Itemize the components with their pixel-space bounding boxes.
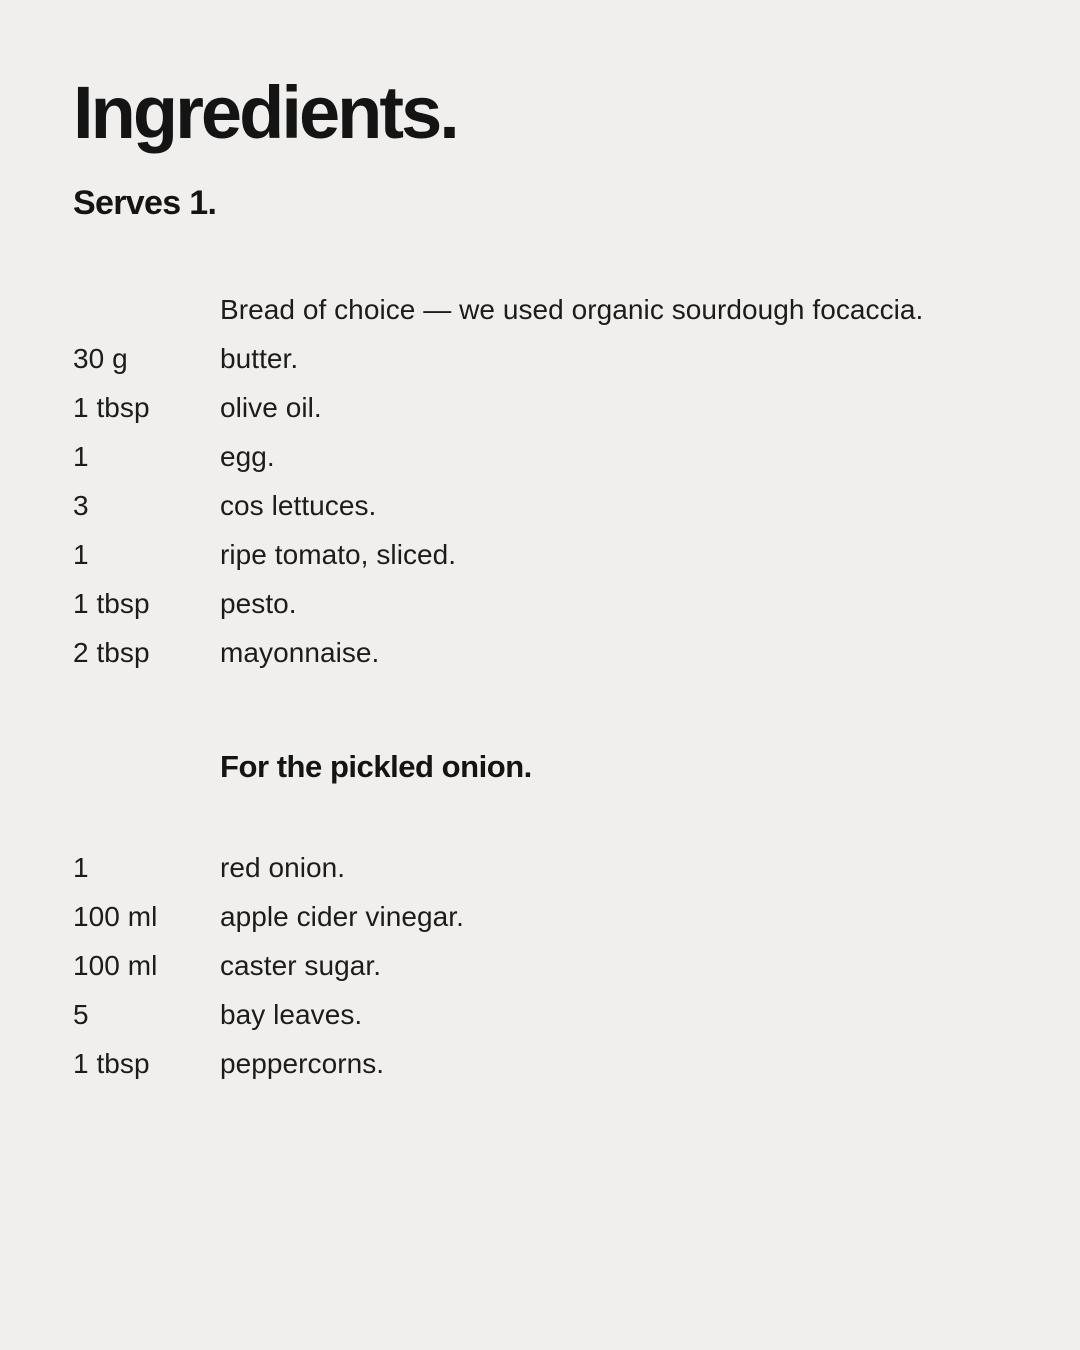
- ingredient-row: [73, 941, 1010, 990]
- ingredient-row: [73, 383, 1010, 432]
- ingredient-name: pesto.: [220, 587, 297, 619]
- ingredient-qty: 1: [73, 851, 89, 883]
- ingredient-qty: 5: [73, 998, 89, 1030]
- pickled-onion-ingredient-list: [73, 843, 1010, 1088]
- ingredient-qty: 1 tbsp: [73, 391, 150, 423]
- page-title: Ingredients.: [73, 71, 457, 154]
- ingredient-name: peppercorns.: [220, 1047, 385, 1079]
- ingredient-row: [73, 334, 1010, 383]
- ingredient-row: [73, 285, 1010, 334]
- ingredient-row: [73, 432, 1010, 481]
- main-ingredient-list: [73, 285, 1010, 677]
- ingredient-name: ripe tomato, sliced.: [220, 538, 457, 570]
- ingredient-row: [73, 892, 1010, 941]
- ingredient-qty: 1: [73, 538, 89, 570]
- ingredient-name: egg.: [220, 440, 275, 472]
- ingredient-row: [73, 481, 1010, 530]
- ingredient-qty: 30 g: [73, 342, 128, 374]
- ingredient-qty: 100 ml: [73, 900, 158, 932]
- ingredient-row: [73, 1039, 1010, 1088]
- serves-label: Serves 1.: [73, 184, 217, 223]
- ingredient-name: bay leaves.: [220, 998, 363, 1030]
- ingredient-qty: 3: [73, 489, 89, 521]
- ingredient-row: [73, 579, 1010, 628]
- ingredient-qty: 1 tbsp: [73, 587, 150, 619]
- ingredient-name: mayonnaise.: [220, 636, 380, 668]
- ingredient-row: [73, 843, 1010, 892]
- ingredient-row: [73, 990, 1010, 1039]
- ingredient-name: olive oil.: [220, 391, 322, 423]
- ingredient-name: apple cider vinegar.: [220, 900, 464, 932]
- ingredient-qty: 1 tbsp: [73, 1047, 150, 1079]
- ingredient-name: Bread of choice — we used organic sourdough focaccia.: [220, 293, 924, 325]
- ingredient-qty: 1: [73, 440, 89, 472]
- ingredient-name: caster sugar.: [220, 949, 382, 981]
- ingredient-row: [73, 628, 1010, 677]
- ingredient-name: cos lettuces.: [220, 489, 377, 521]
- ingredient-qty: 100 ml: [73, 949, 158, 981]
- ingredient-name: butter.: [220, 342, 299, 374]
- ingredient-row: [73, 530, 1010, 579]
- ingredient-qty: 2 tbsp: [73, 636, 150, 668]
- section-heading-pickled-onion: For the pickled onion.: [220, 749, 532, 785]
- ingredient-name: red onion.: [220, 851, 346, 883]
